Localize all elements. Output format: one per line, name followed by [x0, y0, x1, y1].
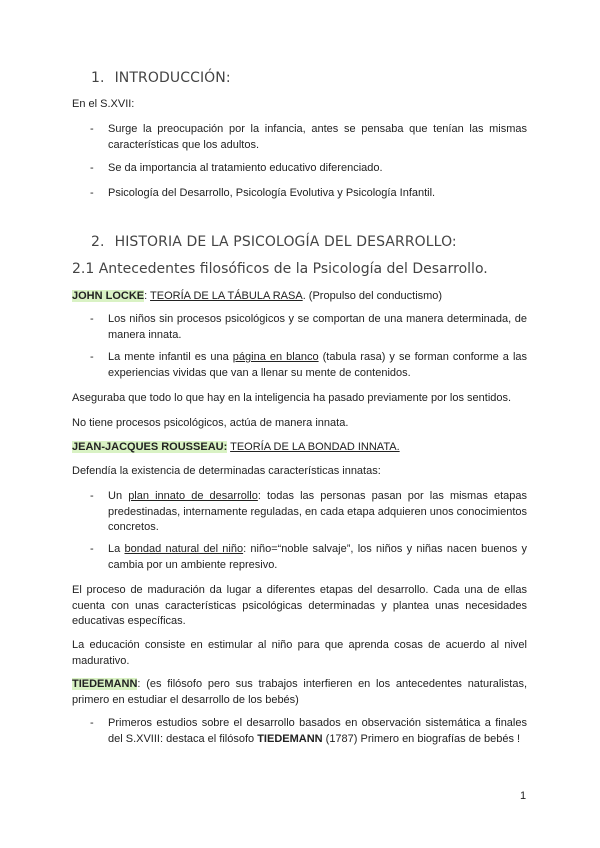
list-item-text: Surge la preocupación por la infancia, antes se pensaba que tenían las mismas características que los adultos.	[108, 123, 527, 151]
list-dash: -	[90, 123, 94, 135]
list-item-text: Psicología del Desarrollo, Psicología Evolutiva y Psicología Infantil.	[108, 187, 436, 199]
rousseau-intro: Defendía la existencia de determinadas características innatas:	[72, 465, 381, 477]
tiedemann-name: TIEDEMANN	[72, 678, 138, 690]
text-fragment: Un	[108, 490, 129, 502]
section1-title: INTRODUCCIÓN:	[114, 70, 231, 86]
rousseau-para-1: El proceso de maduración da lugar a diferentes etapas del desarrollo. Cada una de ellas cuenta con unas características psicológicas determinadas y plantea unas necesidades educativas específicas.	[72, 584, 527, 627]
text-fragment: : niño=“noble salvaje”, los niños y niñas nacen buenos y cambia por un ambiente represivo.	[108, 543, 527, 571]
section2-title: HISTORIA DE LA PSICOLOGÍA DEL DESARROLLO:	[114, 234, 457, 250]
section1-heading	[91, 70, 231, 86]
list-item	[90, 489, 527, 536]
tiedemann-heading	[72, 677, 527, 708]
rousseau-theory: TEORÍA DE LA BONDAD INNATA.	[230, 441, 400, 453]
text-fragment: : todas las personas pasan por las mismas etapas predestinadas, internamente reguladas, en cada etapa adquieren unos conocimientos concretos.	[108, 490, 527, 533]
plan-innato: plan innato de desarrollo	[128, 490, 258, 502]
list-item-text	[108, 350, 527, 381]
list-dash: -	[90, 717, 94, 729]
list-item	[90, 122, 527, 153]
text-fragment: La	[108, 543, 125, 555]
list-item	[90, 186, 527, 202]
list-item	[90, 542, 527, 573]
list-item	[90, 350, 527, 381]
locke-note: . (Propulso del conductismo)	[302, 290, 443, 302]
list-dash: -	[90, 162, 94, 174]
list-item	[90, 161, 527, 177]
locke-heading: JOHN LOCKE: TEORÍA DE LA TÁBULA RASA. (Propulso del conductismo)	[72, 290, 443, 302]
section2-subtitle: 2.1 Antecedentes filosóficos de la Psicología del Desarrollo.	[72, 261, 488, 277]
page-number: 1	[520, 790, 527, 802]
rousseau-heading	[72, 440, 527, 456]
list-item	[90, 716, 527, 747]
list-item	[90, 312, 527, 343]
section1-number: 1.	[91, 70, 105, 86]
list-item-text: Los niños sin procesos psicológicos y se comportan de una manera determinada, de manera innata.	[108, 313, 527, 341]
section2-heading	[91, 234, 457, 250]
text-fragment: Primeros estudios sobre el desarrollo basados en observación sistemática a finales del S.XVIII: destaca el filósofo	[108, 717, 527, 745]
list-dash: -	[90, 543, 94, 555]
list-dash: -	[90, 351, 94, 363]
tiedemann-bold: TIEDEMANN	[257, 732, 323, 745]
bondad-natural: bondad natural del niño	[124, 543, 244, 555]
text-fragment: La mente infantil es una	[108, 351, 233, 363]
rousseau-para-2: La educación consiste en estimular al niño para que aprenda cosas de acuerdo al nivel madurativo.	[72, 639, 527, 667]
list-item-text	[108, 716, 527, 747]
list-item-text	[108, 489, 527, 536]
text-fragment: (tabula rasa) y se forman conforme a las experiencias vividas que van a llenar su mente de contenidos.	[108, 351, 528, 379]
locke-para-2: No tiene procesos psicológicos, actúa de manera innata.	[72, 417, 349, 429]
locke-para-1: Aseguraba que todo lo que hay en la inteligencia ha pasado previamente por los sentidos.	[72, 392, 512, 404]
pagina-en-blanco: página en blanco	[232, 351, 319, 363]
text-fragment: (1787) Primero en biografías de bebés !	[322, 732, 521, 745]
locke-name: JOHN LOCKE	[72, 290, 145, 302]
list-item-text	[108, 542, 527, 573]
section2-number: 2.	[91, 234, 105, 250]
locke-theory: TEORÍA DE LA TÁBULA RASA	[150, 290, 303, 302]
list-dash: -	[90, 187, 94, 199]
rousseau-name: JEAN-JACQUES ROUSSEAU:	[72, 441, 228, 453]
tiedemann-note: : (es filósofo pero sus trabajos interfieren en los antecedentes naturalistas, primero en estudiar el desarrollo de los bebés)	[72, 678, 527, 706]
list-dash: -	[90, 490, 94, 502]
list-item-text: Se da importancia al tratamiento educativo diferenciado.	[108, 162, 383, 174]
list-dash: -	[90, 313, 94, 325]
section1-intro: En el S.XVII:	[72, 98, 135, 110]
